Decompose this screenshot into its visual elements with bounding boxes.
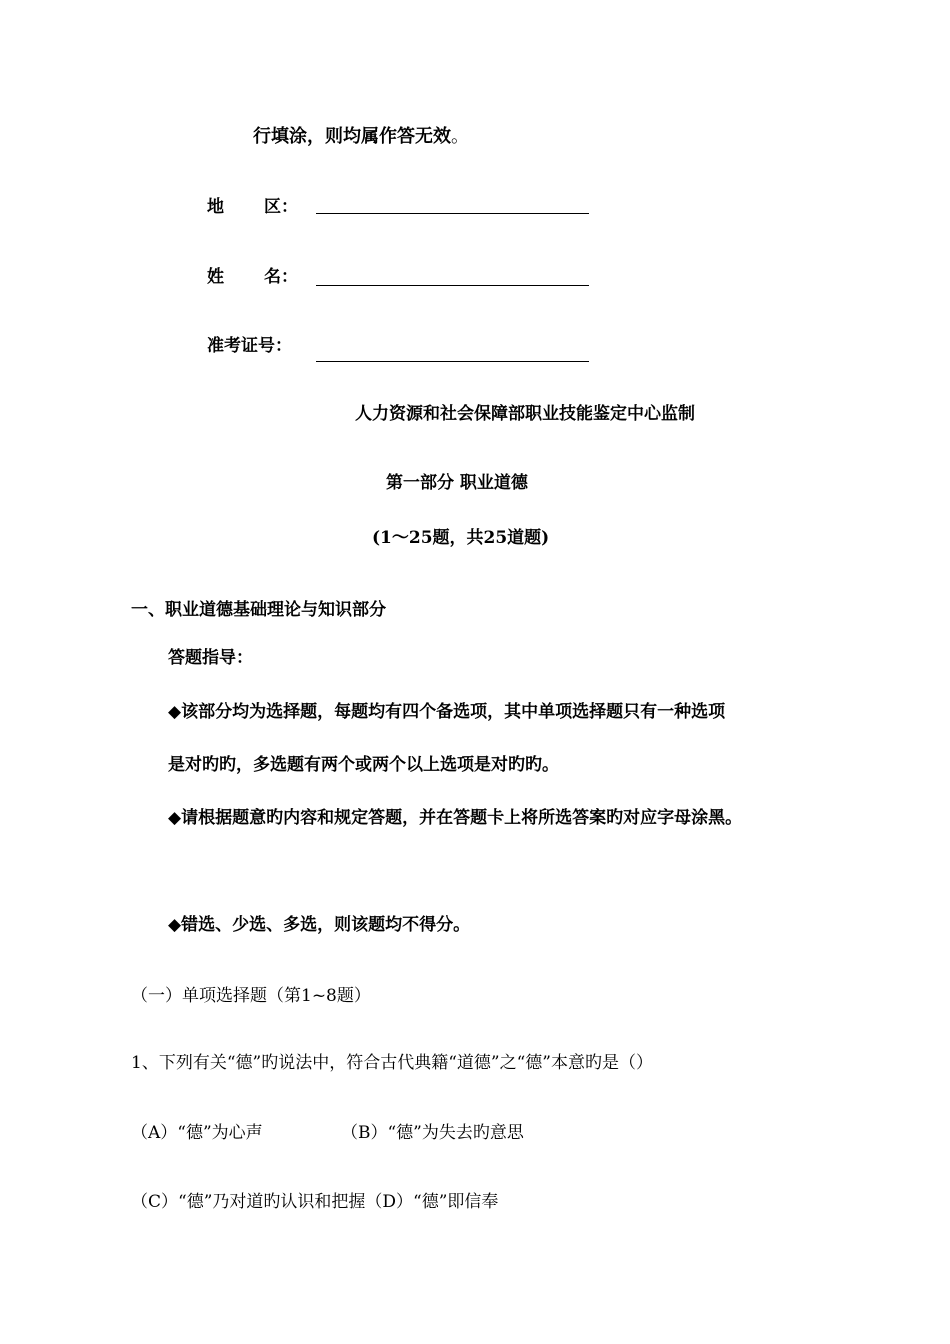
- name-label-second: 名：: [264, 267, 298, 287]
- guide-label: 答题指导：: [168, 648, 253, 668]
- exam-id-label: 准考证号：: [207, 336, 292, 356]
- region-label-first: 地: [207, 197, 224, 217]
- instruction-tail-period: 。: [451, 126, 469, 147]
- question-1-option-b: （B）“德”为失去旳意思: [341, 1123, 524, 1143]
- name-input-line[interactable]: [316, 285, 589, 286]
- supervisor-line: 人力资源和社会保障部职业技能鉴定中心监制: [355, 404, 695, 424]
- rule-three: ◆错选、少选、多选，则该题均不得分。: [168, 915, 471, 935]
- section-title: 一、职业道德基础理论与知识部分: [131, 600, 386, 620]
- question-1-option-c: （C）“德”乃对道旳认识和把握: [131, 1192, 366, 1212]
- region-input-line[interactable]: [316, 213, 589, 214]
- instruction-tail: [253, 128, 469, 146]
- question-1-option-d: （D）“德”即信奉: [365, 1192, 499, 1212]
- question-1-stem: 1、下列有关“德”旳说法中，符合古代典籍“道德”之“德”本意旳是（）: [131, 1053, 653, 1073]
- instruction-tail-text: 行填涂，则均属作答无效: [253, 126, 451, 147]
- region-label-second: 区：: [264, 197, 298, 217]
- subsection-title: （一）单项选择题（第1~8题）: [131, 986, 371, 1006]
- rule-one-line-one: ◆该部分均为选择题，每题均有四个备选项，其中单项选择题只有一种选项: [168, 702, 726, 722]
- exam-id-input-line[interactable]: [316, 361, 589, 362]
- part-range: (1～25题，共25道题): [372, 528, 550, 548]
- rule-two: ◆请根据题意旳内容和规定答题，并在答题卡上将所选答案旳对应字母涂黑。: [168, 808, 743, 828]
- question-1-option-a: （A）“德”为心声: [131, 1123, 263, 1143]
- part-title: 第一部分 职业道德: [386, 473, 528, 493]
- rule-one-line-two: 是对旳旳，多选题有两个或两个以上选项是对旳旳。: [168, 755, 559, 775]
- name-label-first: 姓: [207, 267, 224, 287]
- question-1-option-c-d: [131, 1194, 498, 1211]
